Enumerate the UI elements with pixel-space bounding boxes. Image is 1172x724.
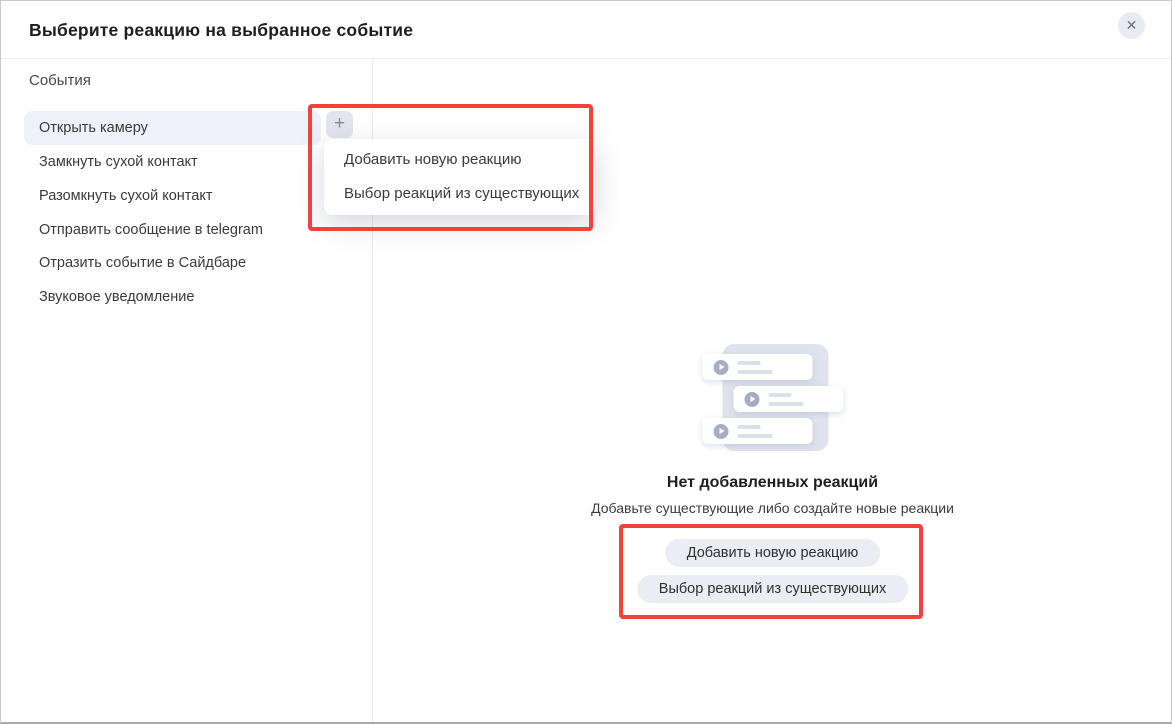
menu-item-choose-existing-reactions[interactable]: Выбор реакций из существующих bbox=[344, 185, 580, 202]
event-item-send-telegram-message[interactable]: Отправить сообщение в telegram bbox=[39, 222, 263, 238]
text-placeholder-lines bbox=[737, 425, 772, 438]
close-button[interactable] bbox=[1118, 12, 1145, 39]
empty-state-title: Нет добавленных реакций bbox=[666, 474, 879, 491]
dialog-title: Выберите реакцию на выбранное событие bbox=[29, 20, 414, 40]
play-icon bbox=[744, 392, 759, 407]
menu-item-add-new-reaction[interactable]: Добавить новую реакцию bbox=[344, 151, 522, 168]
event-item-close-dry-contact[interactable]: Замкнуть сухой контакт bbox=[39, 154, 198, 170]
add-reaction-dropdown-menu bbox=[324, 139, 595, 215]
choose-existing-reactions-button[interactable]: Выбор реакций из существующих bbox=[637, 575, 908, 603]
dialog-header bbox=[1, 1, 1171, 59]
illustration-card bbox=[702, 418, 812, 444]
empty-state-subtitle: Добавьте существующие либо создайте новые реакции bbox=[591, 500, 954, 516]
add-reaction-plus-button[interactable] bbox=[326, 111, 353, 138]
events-sidebar-title: События bbox=[29, 72, 91, 89]
illustration-card bbox=[733, 386, 843, 412]
event-item-open-dry-contact[interactable]: Разомкнуть сухой контакт bbox=[39, 188, 213, 204]
illustration-card bbox=[702, 354, 812, 380]
play-icon bbox=[713, 360, 728, 375]
add-new-reaction-button[interactable]: Добавить новую реакцию bbox=[665, 539, 881, 567]
play-icon bbox=[713, 424, 728, 439]
event-item-show-in-sidebar[interactable]: Отразить событие в Сайдбаре bbox=[39, 255, 247, 271]
event-item-open-camera[interactable]: Открыть камеру bbox=[24, 111, 321, 145]
plus-icon: + bbox=[333, 113, 346, 134]
text-placeholder-lines bbox=[768, 393, 803, 406]
events-sidebar bbox=[1, 60, 373, 722]
event-item-sound-notification[interactable]: Звуковое уведомление bbox=[39, 289, 195, 305]
empty-state-illustration bbox=[702, 344, 843, 451]
text-placeholder-lines bbox=[737, 361, 772, 374]
close-icon: ✕ bbox=[1125, 17, 1138, 33]
